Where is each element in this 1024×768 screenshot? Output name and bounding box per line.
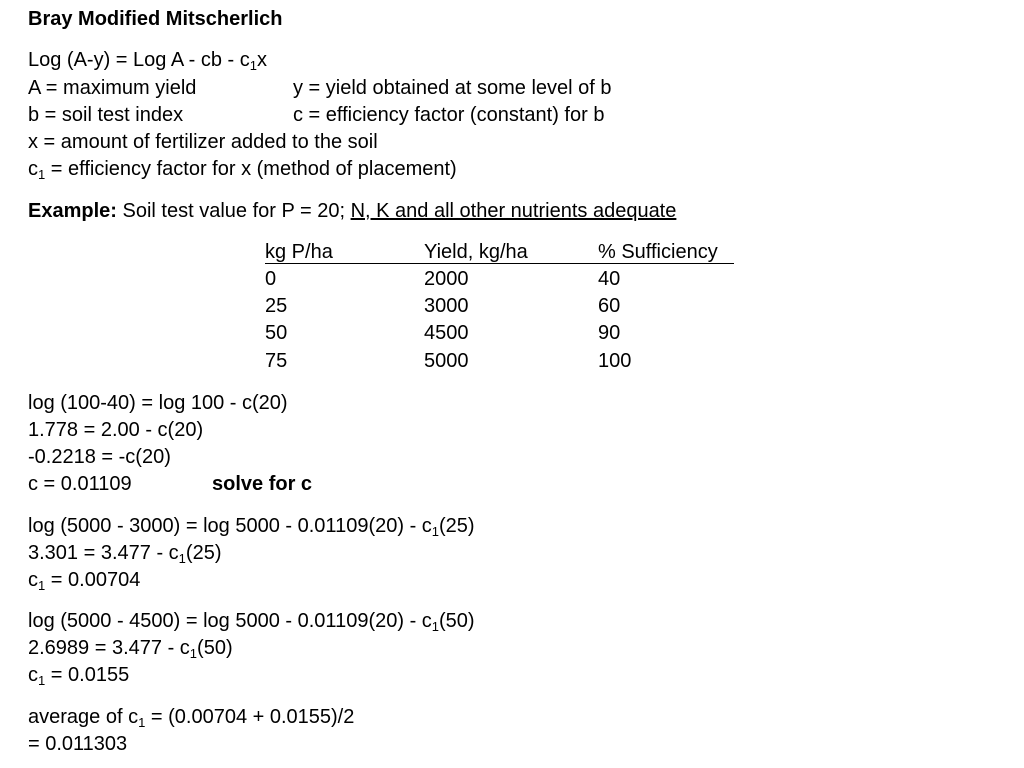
example-underlined-text: N, K and all other nutrients adequate xyxy=(350,200,677,222)
table-cell: 75 xyxy=(265,350,288,372)
calc3-line-3 xyxy=(28,663,129,687)
calc2-line-2 xyxy=(28,541,221,565)
table-header-kg: kg P/ha xyxy=(265,241,333,263)
definition-c1 xyxy=(28,157,457,181)
average-line-1-tail: = (0.00704 + 0.0155)/2 xyxy=(145,706,355,728)
definition-y: y = yield obtained at some level of b xyxy=(293,77,612,99)
definition-x: x = amount of fertilizer added to the soil xyxy=(28,131,378,153)
average-line-2: = 0.011303 xyxy=(28,733,128,755)
calc2-line-1-tail: (25) xyxy=(439,515,475,537)
calc2-line-3-tail: = 0.00704 xyxy=(45,569,141,591)
calc1-line-3: -0.2218 = -c(20) xyxy=(28,446,171,468)
example-text: Soil test value for P = 20; xyxy=(116,200,351,222)
calc3-line-2-subscript: 1 xyxy=(189,646,198,661)
table-header-yield: Yield, kg/ha xyxy=(424,241,528,263)
calc2-line-1 xyxy=(28,514,475,538)
calc2-line-2-tail: (25) xyxy=(185,542,222,564)
table-header-sufficiency: % Sufficiency xyxy=(598,241,718,263)
table-cell: 100 xyxy=(598,350,632,372)
average-line-1-subscript: 1 xyxy=(138,715,146,730)
calc3-line-1-subscript: 1 xyxy=(431,619,440,634)
average-line-1-text: average of c xyxy=(28,706,139,728)
formula-main: Log (A-y) = Log A - cb - c xyxy=(28,49,250,71)
definition-b: b = soil test index xyxy=(28,104,184,126)
table-cell: 90 xyxy=(598,322,621,344)
calc2-line-1-subscript: 1 xyxy=(431,524,440,539)
definition-c: c = efficiency factor (constant) for b xyxy=(293,104,605,126)
calc2-line-3-subscript: 1 xyxy=(38,578,46,593)
formula xyxy=(28,48,267,72)
calc1-result: c = 0.01109 xyxy=(28,473,132,495)
definition-c1-subscript: 1 xyxy=(38,167,46,182)
calc3-line-2-tail: (50) xyxy=(197,637,233,659)
definition-c1-text: = efficiency factor for x (method of placement) xyxy=(45,158,457,180)
table-cell: 50 xyxy=(265,322,288,344)
calc3-line-1-text: log (5000 - 4500) = log 5000 - 0.01109(20) - c xyxy=(28,610,432,632)
calc3-line-3-text: c xyxy=(28,664,38,686)
calc2-line-3 xyxy=(28,568,140,592)
calc1-line-1: log (100-40) = log 100 - c(20) xyxy=(28,392,288,414)
definition-row-1 xyxy=(28,76,612,100)
calc3-line-2-text: 2.6989 = 3.477 - c xyxy=(28,637,190,659)
calc2-line-1-text: log (5000 - 3000) = log 5000 - 0.01109(20) - c xyxy=(28,515,432,537)
calc3-line-2 xyxy=(28,636,233,660)
calc3-line-3-tail: = 0.0155 xyxy=(45,664,130,686)
calc2-line-3-text: c xyxy=(28,569,38,591)
table-cell: 60 xyxy=(598,295,621,317)
page-title: Bray Modified Mitscherlich xyxy=(28,8,283,30)
calc2-line-2-text: 3.301 = 3.477 - c xyxy=(28,542,179,564)
table-cell: 4500 xyxy=(424,322,469,344)
calc3-line-3-subscript: 1 xyxy=(38,673,46,688)
example-label: Example: xyxy=(28,200,117,222)
definition-row-2 xyxy=(28,103,605,127)
example-line xyxy=(28,199,676,223)
solve-note: solve for c xyxy=(212,473,313,495)
calc1-line-4 xyxy=(28,472,313,496)
calc3-line-1-tail: (50) xyxy=(439,610,475,632)
formula-subscript: 1 xyxy=(249,58,258,73)
table-cell: 3000 xyxy=(424,295,469,317)
calc3-line-1 xyxy=(28,609,475,633)
table-cell: 0 xyxy=(265,268,277,290)
table-cell: 2000 xyxy=(424,268,469,290)
table-cell: 25 xyxy=(265,295,288,317)
definition-a: A = maximum yield xyxy=(28,77,197,99)
calc1-line-2: 1.778 = 2.00 - c(20) xyxy=(28,419,204,441)
table-cell: 40 xyxy=(598,268,621,290)
definition-c1-symbol: c xyxy=(28,158,38,180)
calc2-line-2-subscript: 1 xyxy=(178,551,186,566)
average-line-1 xyxy=(28,705,354,729)
table-header-underline xyxy=(265,263,734,264)
table-cell: 5000 xyxy=(424,350,469,372)
formula-tail: x xyxy=(257,49,268,71)
